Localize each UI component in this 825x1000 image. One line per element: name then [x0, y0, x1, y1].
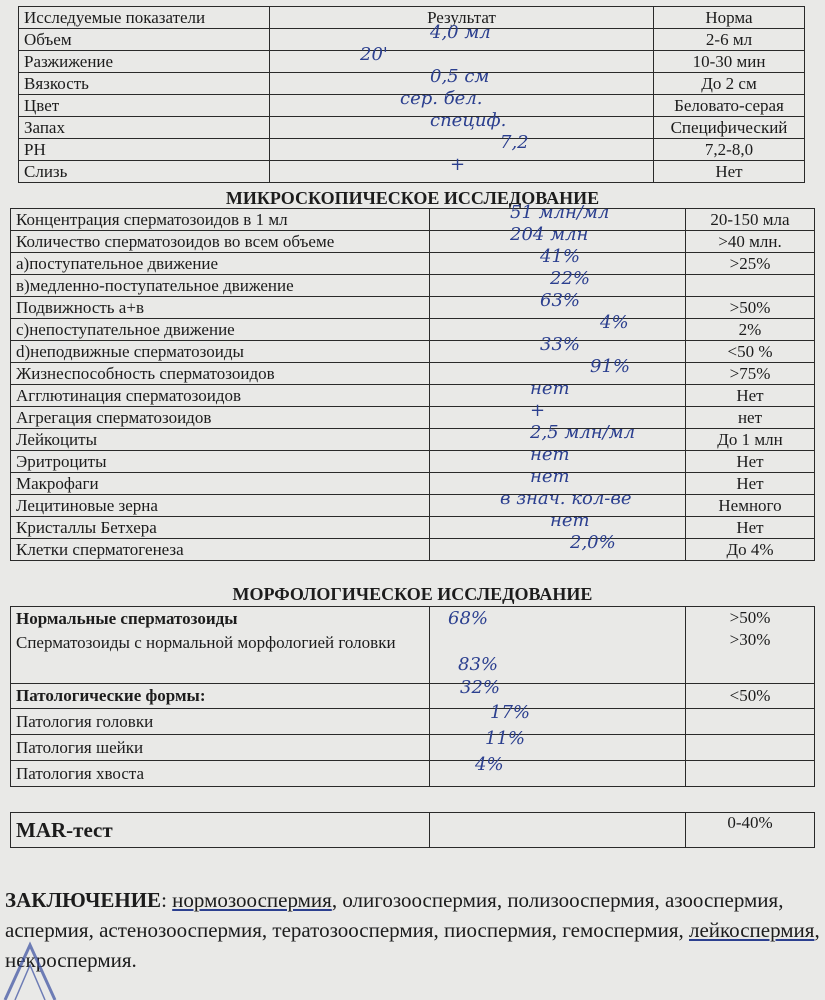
table-row	[11, 473, 815, 495]
table-row	[11, 341, 815, 363]
handwritten-result: нет	[550, 510, 590, 531]
row-norm: Нет	[686, 517, 815, 539]
row-name: Количество сперматозоидов во всем объеме	[11, 231, 430, 253]
row-result	[430, 813, 686, 848]
handwritten-result: сер. бел.	[400, 88, 483, 109]
conclusion-item: аспермия	[5, 918, 89, 942]
row-name: Жизнеспособность сперматозоидов	[11, 363, 430, 385]
handwritten-result: 22%	[550, 268, 591, 289]
handwritten-result: 0,5 см	[430, 66, 490, 87]
row-norm: 2%	[686, 319, 815, 341]
row-name: c)непоступательное движение	[11, 319, 430, 341]
handwritten-result: 4%	[600, 312, 629, 333]
row-norm: До 2 см	[654, 73, 805, 95]
row-name: Патология шейки	[11, 735, 430, 761]
row-name: Агрегация сперматозоидов	[11, 407, 430, 429]
table-row	[11, 495, 815, 517]
header-norm: Норма	[654, 7, 805, 29]
handwritten-result: +	[530, 400, 546, 421]
table-row	[11, 385, 815, 407]
row-name: Кристаллы Бетхера	[11, 517, 430, 539]
row-name: Сперматозоиды с нормальной морфологией головки	[16, 633, 396, 652]
row-name: PH	[19, 139, 270, 161]
row-name: Патологические формы:	[16, 686, 206, 705]
main-indicators-table	[18, 6, 805, 183]
row-norm: 10-30 мин	[654, 51, 805, 73]
table-row	[19, 117, 805, 139]
row-name: Лейкоциты	[11, 429, 430, 451]
row-norm: Нет	[686, 451, 815, 473]
table-row	[19, 161, 805, 183]
conclusion-item: полизооспермия	[507, 888, 655, 912]
conclusion-item: тератозооспермия	[272, 918, 434, 942]
row-norm: >75%	[686, 363, 815, 385]
table-row	[11, 735, 815, 761]
handwritten-result: 63%	[540, 290, 581, 311]
table-row	[11, 517, 815, 539]
conclusion-item: некроспермия	[5, 948, 132, 972]
handwritten-result: 17%	[490, 702, 531, 723]
row-norm: Беловато-серая	[654, 95, 805, 117]
handwritten-result: нет	[530, 466, 570, 487]
conclusion-item: азооспермия	[664, 888, 779, 912]
row-norm: >40 млн.	[686, 231, 815, 253]
handwritten-result: 20'	[360, 44, 388, 65]
row-name: Агглютинация сперматозоидов	[11, 385, 430, 407]
handwritten-result: 68%	[448, 608, 489, 629]
row-name: Макрофаги	[11, 473, 430, 495]
table-row	[11, 451, 815, 473]
row-name: Нормальные сперматозоиды	[16, 609, 238, 628]
row-name: Разжижение	[19, 51, 270, 73]
row-name: Запах	[19, 117, 270, 139]
row-name: Слизь	[19, 161, 270, 183]
row-name: Концентрация сперматозоидов в 1 мл	[11, 209, 430, 231]
header-result: Результат	[270, 7, 654, 29]
stamp-icon	[0, 940, 60, 1000]
row-norm	[686, 735, 815, 761]
row-norm: Нет	[686, 385, 815, 407]
row-norm: нет	[686, 407, 815, 429]
header-indicator: Исследуемые показатели	[19, 7, 270, 29]
microscopic-table	[10, 202, 815, 561]
table-row	[11, 761, 815, 787]
handwritten-result: 32%	[460, 677, 501, 698]
table-row	[11, 231, 815, 253]
handwritten-result: 4%	[475, 754, 504, 775]
row-name: Цвет	[19, 95, 270, 117]
table-row	[11, 813, 815, 848]
row-name: Патология головки	[11, 709, 430, 735]
handwritten-result: 91%	[590, 356, 631, 377]
row-norm: >25%	[686, 253, 815, 275]
row-name: Подвижность а+в	[11, 297, 430, 319]
table-row	[11, 209, 815, 231]
microscopic-title: МИКРОСКОПИЧЕСКОЕ ИССЛЕДОВАНИЕ	[225, 188, 600, 208]
row-norm: >30%	[729, 630, 771, 649]
handwritten-result: 51 млн/мл	[510, 202, 610, 223]
handwritten-result: +	[450, 154, 466, 175]
handwritten-result: специф.	[430, 110, 507, 131]
table-row	[11, 253, 815, 275]
conclusion-item: лейкоспермия	[689, 918, 815, 942]
table-row	[19, 29, 805, 51]
table-row	[11, 407, 815, 429]
table-row	[11, 429, 815, 451]
conclusion-item: олигозооспермия	[342, 888, 497, 912]
row-norm: Немного	[686, 495, 815, 517]
row-norm: >50%	[686, 297, 815, 319]
conclusion-item: астенозооспермия	[99, 918, 262, 942]
row-name: а)поступательное движение	[11, 253, 430, 275]
row-norm: <50 %	[686, 341, 815, 363]
conclusion-item: нормозооспермия	[172, 888, 332, 912]
table-row	[11, 607, 815, 684]
row-norm: <50%	[686, 684, 815, 709]
row-norm: 0-40%	[686, 813, 815, 848]
row-norm: Специфический	[654, 117, 805, 139]
handwritten-result: 33%	[540, 334, 581, 355]
table-row	[11, 684, 815, 709]
row-name: Патология хвоста	[11, 761, 430, 787]
handwritten-result: 2,5 млн/мл	[530, 422, 636, 443]
handwritten-result: 204 млн	[510, 224, 589, 245]
row-name: d)неподвижные сперматозоиды	[11, 341, 430, 363]
row-norm: До 1 млн	[686, 429, 815, 451]
row-norm	[686, 761, 815, 787]
handwritten-result: 7,2	[500, 132, 529, 153]
row-name: Объем	[19, 29, 270, 51]
table-row	[11, 539, 815, 561]
row-name: в)медленно-поступательное движение	[11, 275, 430, 297]
row-name: Клетки сперматогенеза	[11, 539, 430, 561]
row-name: MAR-тест	[11, 813, 430, 848]
morphological-table	[10, 606, 815, 787]
handwritten-result: нет	[530, 378, 570, 399]
row-norm: Нет	[654, 161, 805, 183]
handwritten-result: в знач. кол-ве	[500, 488, 632, 509]
table-row	[19, 51, 805, 73]
row-norm: 20-150 мла	[686, 209, 815, 231]
morphological-title: МОРФОЛОГИЧЕСКОЕ ИССЛЕДОВАНИЕ	[232, 584, 593, 604]
table-row	[11, 297, 815, 319]
table-row	[11, 319, 815, 341]
row-name: Лецитиновые зерна	[11, 495, 430, 517]
table-row	[11, 709, 815, 735]
conclusion-item: пиоспермия	[444, 918, 552, 942]
conclusion-label: ЗАКЛЮЧЕНИЕ	[5, 888, 162, 912]
row-norm: 7,2-8,0	[654, 139, 805, 161]
table-row	[11, 275, 815, 297]
row-norm	[686, 709, 815, 735]
table-row	[11, 363, 815, 385]
row-norm: Нет	[686, 473, 815, 495]
table-row	[19, 139, 805, 161]
handwritten-result: 41%	[540, 246, 581, 267]
row-norm: До 4%	[686, 539, 815, 561]
conclusion-item: гемоспермия	[562, 918, 679, 942]
row-norm	[686, 275, 815, 297]
handwritten-result: нет	[530, 444, 570, 465]
row-name: Эритроциты	[11, 451, 430, 473]
row-norm: >50%	[729, 608, 771, 627]
handwritten-result: 83%	[458, 654, 499, 675]
handwritten-result: 2,0%	[570, 532, 616, 553]
handwritten-result: 11%	[485, 728, 526, 749]
table-row	[19, 95, 805, 117]
conclusion: ЗАКЛЮЧЕНИЕ: нормозооспермия, олигозооспермия, полизооспермия, азооспермия, аспермия, астенозооспермия, тератозооспермия, пиоспермия, гемоспермия, лейкоспермия, некроспермия.	[5, 888, 820, 972]
table-header-row	[19, 7, 805, 29]
mar-test-table	[10, 812, 815, 848]
handwritten-result: 4,0 мл	[430, 22, 491, 43]
row-name: Вязкость	[19, 73, 270, 95]
row-norm: 2-6 мл	[654, 29, 805, 51]
